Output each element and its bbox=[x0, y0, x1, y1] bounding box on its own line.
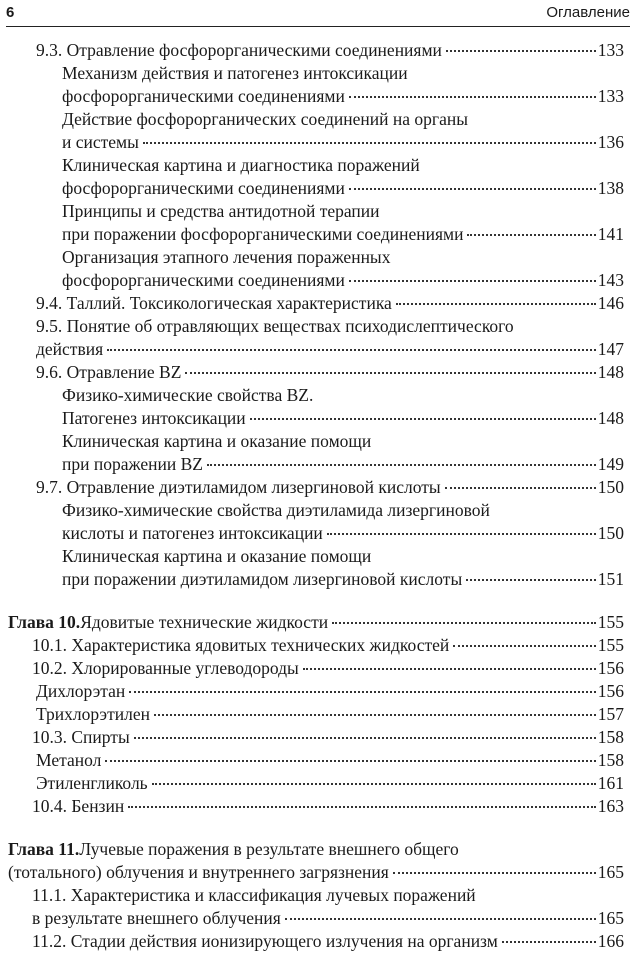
toc-line bbox=[8, 680, 624, 703]
toc-entry-title: Организация этапного лечения пораженных bbox=[62, 247, 391, 267]
toc-entry-title: Механизм действия и патогенез интоксикации bbox=[62, 63, 408, 83]
toc-entry-title: 9.6. Отравление BZ bbox=[36, 362, 182, 382]
dot-leader bbox=[185, 364, 595, 374]
toc-line bbox=[8, 838, 624, 861]
toc-page-number: 151 bbox=[597, 569, 624, 589]
toc-line bbox=[8, 269, 624, 292]
toc-entry-title: Физико-химические свойства диэтиламида лизергиновой bbox=[62, 500, 490, 520]
toc-entry-title: Трихлорэтилен bbox=[36, 704, 150, 724]
toc-line bbox=[8, 407, 624, 430]
toc-line bbox=[8, 246, 624, 269]
toc-page-number: 165 bbox=[597, 862, 624, 882]
toc-page-number: 138 bbox=[597, 178, 624, 198]
toc-page-number: 146 bbox=[597, 293, 624, 313]
dot-leader bbox=[207, 456, 596, 466]
toc-line bbox=[8, 634, 624, 657]
toc-entry-title: 11.2. Стадии действия ионизирующего излучения на организм bbox=[32, 931, 498, 951]
running-title: Оглавление bbox=[546, 4, 630, 21]
toc-page-number: 136 bbox=[597, 132, 624, 152]
dot-leader bbox=[134, 729, 596, 739]
toc-page-number: 143 bbox=[597, 270, 624, 290]
section-gap bbox=[8, 591, 624, 611]
toc-line bbox=[8, 108, 624, 131]
toc-line bbox=[8, 131, 624, 154]
running-header bbox=[6, 4, 630, 26]
dot-leader bbox=[349, 180, 596, 190]
toc-entry-title: Действие фосфорорганических соединений на органы bbox=[62, 109, 468, 129]
toc-line bbox=[8, 154, 624, 177]
toc-page-number: 148 bbox=[597, 362, 624, 382]
toc-entry-title: Физико-химические свойства BZ. bbox=[62, 385, 314, 405]
dot-leader bbox=[445, 479, 596, 489]
toc-entry-title: Патогенез интоксикации bbox=[62, 408, 246, 428]
toc-line bbox=[8, 611, 624, 634]
toc-line bbox=[8, 430, 624, 453]
toc-entry-title: кислоты и патогенез интоксикации bbox=[62, 523, 323, 543]
page-number: 6 bbox=[6, 4, 15, 21]
toc-line bbox=[8, 384, 624, 407]
dot-leader bbox=[154, 706, 596, 716]
toc-entry-title: Метанол bbox=[36, 750, 102, 770]
table-of-contents bbox=[8, 39, 624, 953]
dot-leader bbox=[128, 798, 596, 808]
toc-line bbox=[8, 907, 624, 930]
toc-line bbox=[8, 749, 624, 772]
toc-line bbox=[8, 453, 624, 476]
toc-entry-title: 10.1. Характеристика ядовитых технических жидкостей bbox=[32, 635, 450, 655]
toc-page-number: 155 bbox=[597, 612, 624, 632]
toc-line bbox=[8, 545, 624, 568]
toc-line bbox=[8, 726, 624, 749]
toc-entry-title: 9.7. Отравление диэтиламидом лизергиновой кислоты bbox=[36, 477, 441, 497]
dot-leader bbox=[467, 226, 595, 236]
toc-page-number: 165 bbox=[597, 908, 624, 928]
toc-entry-title: при поражении фосфорорганическими соединениями bbox=[62, 224, 464, 244]
toc-line bbox=[8, 657, 624, 680]
toc-entry-title: Клиническая картина и оказание помощи bbox=[62, 546, 372, 566]
toc-entry-title: Дихлорэтан bbox=[36, 681, 126, 701]
dot-leader bbox=[349, 88, 596, 98]
toc-entry-title: в результате внешнего облучения bbox=[32, 908, 281, 928]
dot-leader bbox=[502, 933, 596, 943]
dot-leader bbox=[332, 614, 596, 624]
toc-line bbox=[8, 39, 624, 62]
toc-entry-title: 9.5. Понятие об отравляющих веществах психодислептического bbox=[36, 316, 514, 336]
toc-line bbox=[8, 338, 624, 361]
toc-line bbox=[8, 85, 624, 108]
dot-leader bbox=[285, 910, 596, 920]
toc-line bbox=[8, 522, 624, 545]
toc-page-number: 150 bbox=[597, 523, 624, 543]
toc-line bbox=[8, 62, 624, 85]
dot-leader bbox=[327, 525, 596, 535]
toc-page-number: 155 bbox=[597, 635, 624, 655]
toc-page-number: 163 bbox=[597, 796, 624, 816]
dot-leader bbox=[466, 571, 596, 581]
toc-line bbox=[8, 315, 624, 338]
toc-line bbox=[8, 703, 624, 726]
toc-line bbox=[8, 292, 624, 315]
toc-entry-title: 11.1. Характеристика и классификация лучевых поражений bbox=[32, 885, 476, 905]
toc-page-number: 158 bbox=[597, 727, 624, 747]
toc-page-number: 149 bbox=[597, 454, 624, 474]
header-rule bbox=[6, 26, 630, 27]
dot-leader bbox=[129, 683, 596, 693]
toc-page-number: 161 bbox=[597, 773, 624, 793]
toc-entry-title: при поражении BZ bbox=[62, 454, 203, 474]
toc-entry-title: 10.4. Бензин bbox=[32, 796, 125, 816]
toc-entry-title: фосфорорганическими соединениями bbox=[62, 270, 345, 290]
toc-entry-title: (тотального) облучения и внутреннего загрязнения bbox=[8, 862, 389, 882]
toc-entry-title: Клиническая картина и диагностика поражений bbox=[62, 155, 420, 175]
toc-page-number: 148 bbox=[597, 408, 624, 428]
dot-leader bbox=[453, 637, 595, 647]
toc-line bbox=[8, 861, 624, 884]
dot-leader bbox=[250, 410, 596, 420]
toc-entry-title: фосфорорганическими соединениями bbox=[62, 178, 345, 198]
toc-entry-title: 10.2. Хлорированные углеводороды bbox=[32, 658, 299, 678]
toc-line bbox=[8, 223, 624, 246]
toc-page-number: 158 bbox=[597, 750, 624, 770]
toc-entry-title: 10.3. Спирты bbox=[32, 727, 130, 747]
toc-page-number: 166 bbox=[597, 931, 624, 951]
chapter-label: Глава 10. bbox=[8, 612, 81, 632]
dot-leader bbox=[303, 660, 596, 670]
toc-entry-title: Ядовитые технические жидкости bbox=[80, 612, 329, 632]
toc-line bbox=[8, 772, 624, 795]
toc-line bbox=[8, 177, 624, 200]
toc-line bbox=[8, 884, 624, 907]
chapter-label: Глава 11. bbox=[8, 839, 80, 859]
dot-leader bbox=[107, 341, 596, 351]
toc-page-number: 133 bbox=[597, 86, 624, 106]
toc-entry-title: Лучевые поражения в результате внешнего общего bbox=[79, 839, 459, 859]
toc-entry-title: действия bbox=[36, 339, 104, 359]
toc-entry-title: и системы bbox=[62, 132, 139, 152]
toc-entry-title: 9.4. Таллий. Токсикологическая характеристика bbox=[36, 293, 392, 313]
toc-page-number: 150 bbox=[597, 477, 624, 497]
dot-leader bbox=[152, 775, 596, 785]
section-gap bbox=[8, 818, 624, 838]
toc-line bbox=[8, 930, 624, 953]
toc-page-number: 156 bbox=[597, 681, 624, 701]
toc-entry-title: фосфорорганическими соединениями bbox=[62, 86, 345, 106]
toc-page-number: 147 bbox=[597, 339, 624, 359]
dot-leader bbox=[393, 864, 596, 874]
dot-leader bbox=[105, 752, 595, 762]
toc-line bbox=[8, 568, 624, 591]
toc-entry-title: Этиленгликоль bbox=[36, 773, 148, 793]
dot-leader bbox=[446, 42, 596, 52]
toc-line bbox=[8, 795, 624, 818]
toc-entry-title: 9.3. Отравление фосфорорганическими соединениями bbox=[36, 40, 442, 60]
toc-page-number: 141 bbox=[597, 224, 624, 244]
toc-line bbox=[8, 200, 624, 223]
toc-line bbox=[8, 499, 624, 522]
toc-page-number: 156 bbox=[597, 658, 624, 678]
toc-entry-title: при поражении диэтиламидом лизергиновой кислоты bbox=[62, 569, 463, 589]
toc-entry-title: Принципы и средства антидотной терапии bbox=[62, 201, 380, 221]
toc-line bbox=[8, 476, 624, 499]
toc-page-number: 157 bbox=[597, 704, 624, 724]
toc-line bbox=[8, 361, 624, 384]
dot-leader bbox=[143, 134, 596, 144]
dot-leader bbox=[349, 272, 596, 282]
dot-leader bbox=[396, 295, 596, 305]
toc-page-number: 133 bbox=[597, 40, 624, 60]
toc-entry-title: Клиническая картина и оказание помощи bbox=[62, 431, 372, 451]
